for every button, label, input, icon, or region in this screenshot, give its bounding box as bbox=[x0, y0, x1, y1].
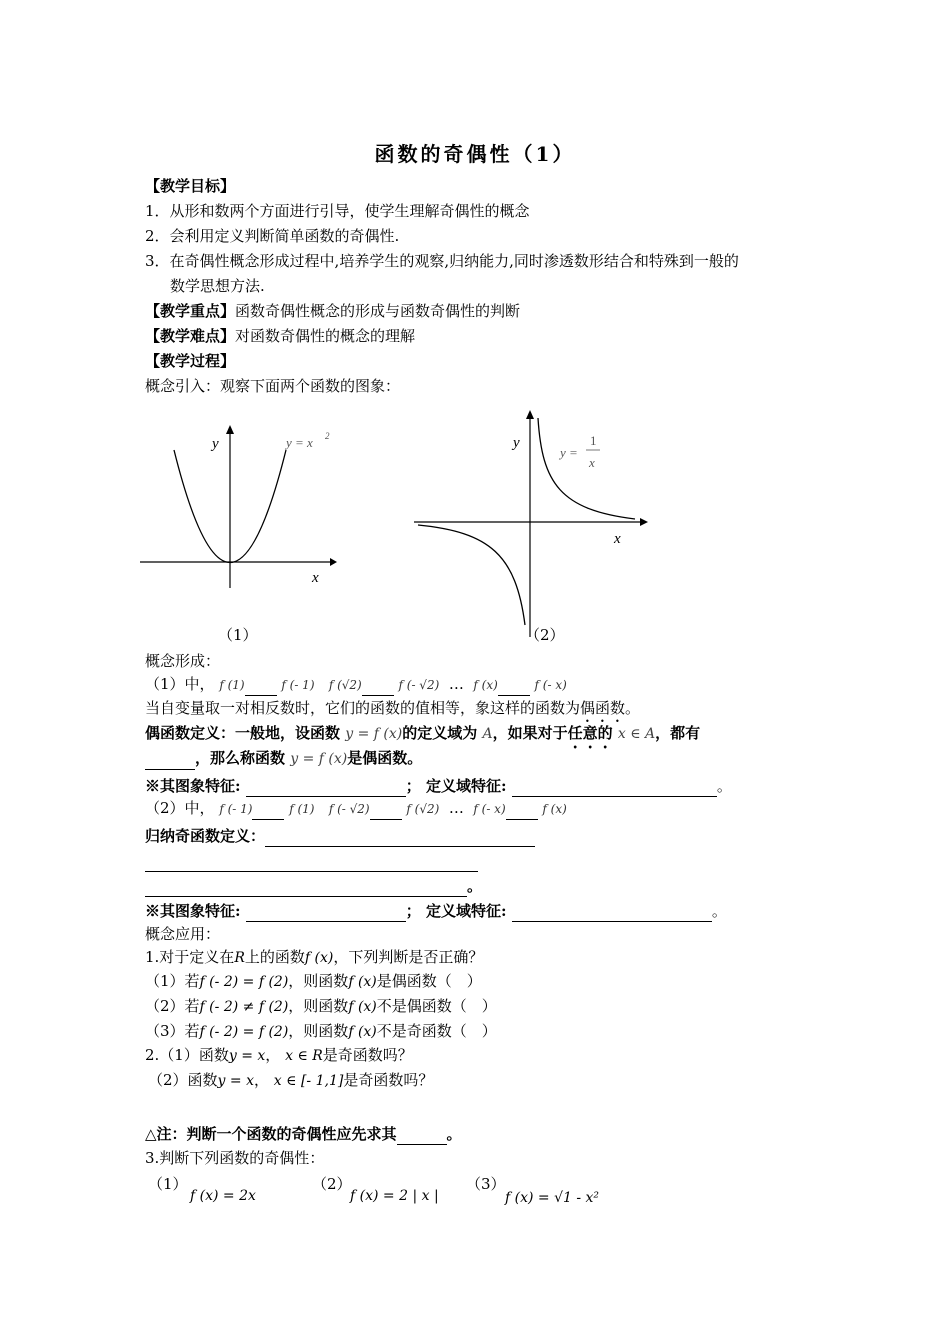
y-axis-label: y bbox=[513, 435, 520, 451]
key-point-label: 【教学重点】 bbox=[145, 302, 236, 320]
end-mark: 。 bbox=[467, 877, 483, 895]
blank bbox=[265, 831, 535, 847]
odd-def-label: 归纳奇函数定义： bbox=[145, 827, 266, 845]
hyperbola-branch-lower bbox=[418, 525, 525, 625]
question-1 bbox=[145, 946, 483, 969]
q1-item-math: f (- 2) = f (2) bbox=[199, 974, 289, 990]
def-math: x ∈ A bbox=[617, 726, 656, 742]
term: f (1) bbox=[289, 802, 315, 816]
objective-item: 2．会利用定义判断简单函数的奇偶性. bbox=[145, 227, 400, 245]
formation-line-2 bbox=[145, 797, 567, 820]
q3-expr-2 bbox=[350, 1184, 439, 1207]
x-axis-label: x bbox=[614, 531, 621, 547]
key-point-line bbox=[145, 300, 520, 322]
domain-label: 定义域特征 bbox=[426, 902, 502, 920]
term: f (- √2) bbox=[328, 802, 370, 816]
term: f (- 1) bbox=[219, 802, 253, 816]
q2-text: 是奇函数吗？ bbox=[343, 1071, 434, 1089]
intro-text: 概念引入：观察下面两个函数的图象： bbox=[145, 377, 401, 395]
blank bbox=[245, 683, 277, 696]
x-axis-label: x bbox=[312, 570, 319, 586]
blank bbox=[246, 781, 406, 797]
key-point-text: 函数奇偶性概念的形成与函数奇偶性的判断 bbox=[235, 302, 521, 320]
y-axis-arrow-icon bbox=[526, 410, 534, 419]
feature-line-2: ※其图象特征: ； 定义域特征: 。 bbox=[145, 902, 727, 920]
q2-sep: ， bbox=[253, 1071, 269, 1089]
def-emphasis: 任意的 bbox=[567, 724, 613, 742]
q3-item-1 bbox=[148, 1173, 188, 1195]
term: f (√2) bbox=[328, 678, 362, 692]
y-axis-label: y bbox=[212, 436, 219, 452]
def-math: y = f (x) bbox=[345, 726, 403, 742]
hyperbola-denominator: x bbox=[589, 455, 595, 470]
application-heading: 概念应用： bbox=[145, 925, 221, 943]
q3-num: （1） bbox=[148, 1175, 188, 1193]
def-math: A bbox=[482, 726, 493, 742]
separator: ； bbox=[405, 777, 421, 795]
parabola-graph bbox=[140, 420, 340, 610]
hyperbola-graph bbox=[410, 405, 660, 645]
q1-item-post: 不是奇函数（ ） bbox=[376, 1022, 497, 1040]
odd-definition-line bbox=[145, 825, 535, 847]
note-end: 。 bbox=[446, 1125, 462, 1143]
blank bbox=[362, 683, 394, 696]
difficulty-label: 【教学难点】 bbox=[145, 327, 236, 345]
q1-math: R bbox=[234, 950, 245, 966]
def-text: ，那么称函数 bbox=[195, 749, 286, 767]
statement-emphasis: 偶函数 bbox=[580, 699, 626, 717]
q2-sep: ， bbox=[265, 1046, 281, 1064]
q3-num: （2） bbox=[312, 1175, 352, 1193]
note-line bbox=[145, 1123, 462, 1145]
q3-expr: f (x) = √1 - x² bbox=[505, 1190, 600, 1206]
blank bbox=[512, 906, 712, 922]
even-definition-line-2 bbox=[145, 747, 422, 770]
q3-expr-3 bbox=[505, 1186, 599, 1209]
term: f (- x) bbox=[473, 802, 506, 816]
x-axis-arrow-icon bbox=[330, 558, 337, 566]
q1-item-f: f (x) bbox=[348, 1024, 377, 1040]
q1-text: 1.对于定义在 bbox=[145, 948, 235, 966]
def-math: y = f (x) bbox=[290, 751, 348, 767]
hyperbola-formula-lhs: y = bbox=[560, 445, 578, 460]
def-text: 的定义域为 bbox=[402, 724, 478, 742]
q2-text: 是奇函数吗？ bbox=[322, 1046, 413, 1064]
blank bbox=[397, 1129, 447, 1145]
statement-text: 当自变量取一对相反数时，它们的函数的值相等，象这样的函数为 bbox=[145, 699, 581, 717]
statement-end: 。 bbox=[625, 699, 641, 717]
blank bbox=[512, 781, 717, 797]
q1-item-mid: ，则函数 bbox=[288, 997, 349, 1015]
objective-item: 数学思想方法. bbox=[170, 277, 265, 295]
odd-definition-blank-line bbox=[145, 875, 482, 897]
q3-expr: f (x) = 2 | x | bbox=[350, 1188, 439, 1204]
q2-math: x ∈ [- 1,1] bbox=[273, 1073, 344, 1089]
q3-item-2 bbox=[312, 1173, 352, 1195]
odd-definition-blank-line bbox=[145, 850, 478, 872]
ellipsis: … bbox=[448, 799, 464, 817]
q2-math: x ∈ R bbox=[285, 1048, 323, 1064]
q1-item-math: f (- 2) ≠ f (2) bbox=[199, 999, 289, 1015]
page-title: 函数的奇偶性（1） bbox=[374, 142, 576, 166]
q1-text: 上的函数 bbox=[244, 948, 305, 966]
blank bbox=[145, 754, 195, 770]
blank bbox=[145, 856, 478, 872]
q3-num: （3） bbox=[466, 1175, 506, 1193]
note-text: △注：判断一个函数的奇偶性应先求其 bbox=[145, 1125, 397, 1143]
q1-item bbox=[145, 970, 482, 993]
blank bbox=[246, 906, 406, 922]
q1-item-pre: （2）若 bbox=[145, 997, 200, 1015]
q3-expr-1 bbox=[190, 1184, 256, 1207]
q1-item-mid: ，则函数 bbox=[288, 972, 349, 990]
q1-item-mid: ，则函数 bbox=[288, 1022, 349, 1040]
question-2-part-1 bbox=[145, 1044, 413, 1067]
q3-item-3 bbox=[466, 1173, 506, 1195]
def-text: ，都有 bbox=[655, 724, 701, 742]
difficulty-line bbox=[145, 325, 415, 347]
q2-text: （2）函数 bbox=[148, 1071, 218, 1089]
hyperbola-branch-upper bbox=[538, 418, 635, 519]
ellipsis: … bbox=[448, 675, 464, 693]
objective-item: 1．从形和数两个方面进行引导，使学生理解奇偶性的概念 bbox=[145, 202, 530, 220]
blank bbox=[145, 881, 467, 897]
term: f (1) bbox=[219, 678, 245, 692]
question-3: 3.判断下列函数的奇偶性： bbox=[145, 1149, 325, 1167]
term: f (- x) bbox=[534, 678, 567, 692]
q1-item-f: f (x) bbox=[348, 974, 377, 990]
x-axis-arrow-icon bbox=[640, 518, 648, 526]
end-mark: 。 bbox=[716, 777, 732, 795]
difficulty-text: 对函数奇偶性的概念的理解 bbox=[235, 327, 416, 345]
term: f (x) bbox=[473, 678, 498, 692]
blank bbox=[506, 807, 538, 820]
term: f (x) bbox=[542, 802, 567, 816]
graph1-caption: （1） bbox=[218, 626, 258, 644]
q1-item-pre: （1）若 bbox=[145, 972, 200, 990]
q1-item-pre: （3）若 bbox=[145, 1022, 200, 1040]
parabola-formula: y = x bbox=[286, 435, 313, 450]
y-axis-arrow-icon bbox=[226, 425, 234, 434]
q1-item-post: 不是偶函数（ ） bbox=[376, 997, 497, 1015]
blank bbox=[252, 807, 284, 820]
q2-math: y = x bbox=[228, 1048, 266, 1064]
q1-item-math: f (- 2) = f (2) bbox=[199, 1024, 289, 1040]
term: f (- 1) bbox=[281, 678, 315, 692]
objectives-heading: 【教学目标】 bbox=[145, 177, 236, 195]
feature-label: ※其图象特征 bbox=[145, 777, 236, 795]
q2-text: 2.（1）函数 bbox=[145, 1046, 229, 1064]
formation-heading: 概念形成： bbox=[145, 652, 221, 670]
def-text: 是偶函数。 bbox=[347, 749, 423, 767]
end-mark: 。 bbox=[711, 902, 727, 920]
feature-line-1: ※其图象特征: ； 定义域特征: 。 bbox=[145, 777, 732, 795]
separator: ； bbox=[405, 902, 421, 920]
graph2-caption: （2） bbox=[525, 626, 565, 644]
def-text: ，如果对于 bbox=[492, 724, 568, 742]
term: f (- √2) bbox=[398, 678, 440, 692]
term: f (√2) bbox=[406, 802, 440, 816]
line2-prefix: （2）中， bbox=[145, 799, 215, 817]
q1-item-post: 是偶函数（ ） bbox=[376, 972, 482, 990]
q1-item bbox=[145, 1020, 497, 1043]
q1-item bbox=[145, 995, 497, 1018]
q1-text: ，下列判断是否正确？ bbox=[333, 948, 484, 966]
parabola-exponent: 2 bbox=[325, 431, 330, 441]
formation-line-1 bbox=[145, 673, 567, 696]
q3-expr: f (x) = 2x bbox=[190, 1188, 256, 1204]
objective-item: 3．在奇偶性概念形成过程中,培养学生的观察,归纳能力,同时渗透数形结合和特殊到一般的 bbox=[145, 252, 739, 270]
blank bbox=[370, 807, 402, 820]
process-heading: 【教学过程】 bbox=[145, 352, 236, 370]
blank bbox=[498, 683, 530, 696]
question-2-part-2 bbox=[148, 1069, 433, 1092]
feature-label: ※其图象特征 bbox=[145, 902, 236, 920]
q2-math: y = x bbox=[217, 1073, 254, 1089]
domain-label: 定义域特征 bbox=[426, 777, 502, 795]
hyperbola-numerator: 1 bbox=[590, 433, 597, 448]
line1-prefix: （1）中， bbox=[145, 675, 215, 693]
def-text: 偶函数定义：一般地，设函数 bbox=[145, 724, 341, 742]
q1-math: f (x) bbox=[304, 950, 334, 966]
q1-item-f: f (x) bbox=[348, 999, 377, 1015]
